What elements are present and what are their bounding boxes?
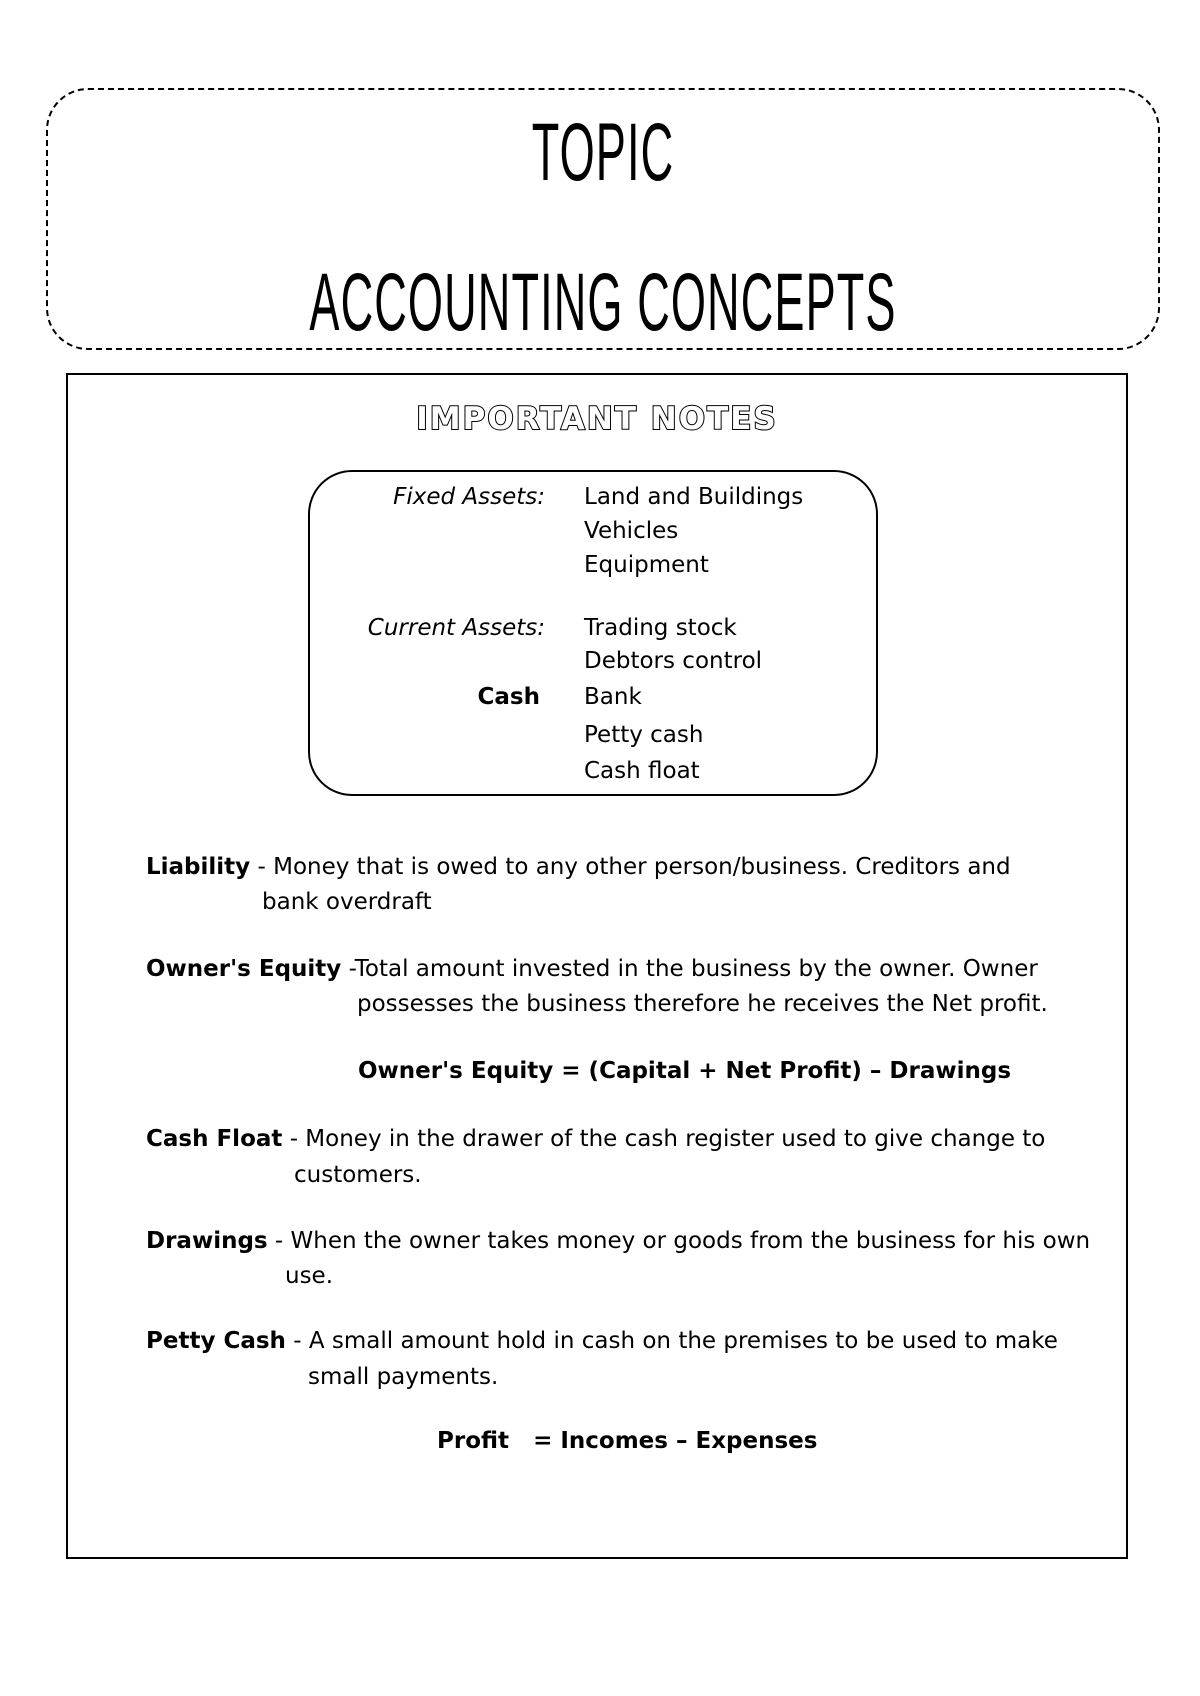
asset-item: Petty cash — [584, 722, 704, 748]
equity-text-cont: possesses the business therefore he receives the Net profit. — [357, 991, 1048, 1017]
equity-text: -Total amount invested in the business by the owner. Owner — [341, 956, 1038, 982]
liability-text: - Money that is owed to any other person/business. Creditors and — [250, 854, 1011, 880]
cash-float-text-cont: customers. — [294, 1162, 422, 1188]
profit-formula: Profit = Incomes – Expenses — [437, 1428, 818, 1454]
cash-float-term: Cash Float — [146, 1126, 283, 1152]
subject-title: ACCOUNTING CONCEPTS — [309, 257, 897, 348]
cash-float-definition — [146, 1123, 1045, 1156]
cash-label: Cash — [477, 684, 540, 710]
drawings-text: - When the owner takes money or goods from the business for his own — [267, 1228, 1091, 1254]
notes-heading: IMPORTANT NOTES — [416, 401, 778, 437]
fixed-assets-label: Fixed Assets: — [393, 484, 545, 510]
cash-float-text: - Money in the drawer of the cash register used to give change to — [282, 1126, 1046, 1152]
liability-term: Liability — [146, 854, 251, 880]
assets-box — [308, 470, 878, 796]
asset-item: Trading stock — [584, 615, 737, 641]
equity-definition — [146, 953, 1038, 986]
asset-item: Vehicles — [584, 518, 679, 544]
asset-item: Bank — [584, 684, 642, 710]
liability-text-cont: bank overdraft — [262, 889, 432, 915]
petty-cash-text-cont: small payments. — [308, 1364, 499, 1390]
equity-formula: Owner's Equity = (Capital + Net Profit) – Drawings — [358, 1058, 1012, 1084]
drawings-term: Drawings — [146, 1228, 268, 1254]
drawings-text-cont: use. — [285, 1263, 334, 1289]
petty-cash-definition — [146, 1325, 1058, 1358]
current-assets-label: Current Assets: — [367, 615, 545, 641]
title-box — [46, 88, 1160, 350]
petty-cash-text: - A small amount hold in cash on the premises to be used to make — [285, 1328, 1058, 1354]
topic-heading: TOPIC — [531, 107, 675, 198]
asset-item: Cash float — [584, 758, 700, 784]
equity-term: Owner's Equity — [146, 956, 342, 982]
asset-item: Land and Buildings — [584, 484, 804, 510]
petty-cash-term: Petty Cash — [146, 1328, 286, 1354]
drawings-definition — [146, 1225, 1090, 1258]
asset-item: Debtors control — [584, 648, 763, 674]
asset-item: Equipment — [584, 552, 709, 578]
liability-definition — [146, 851, 1011, 884]
notes-panel — [66, 373, 1128, 1559]
